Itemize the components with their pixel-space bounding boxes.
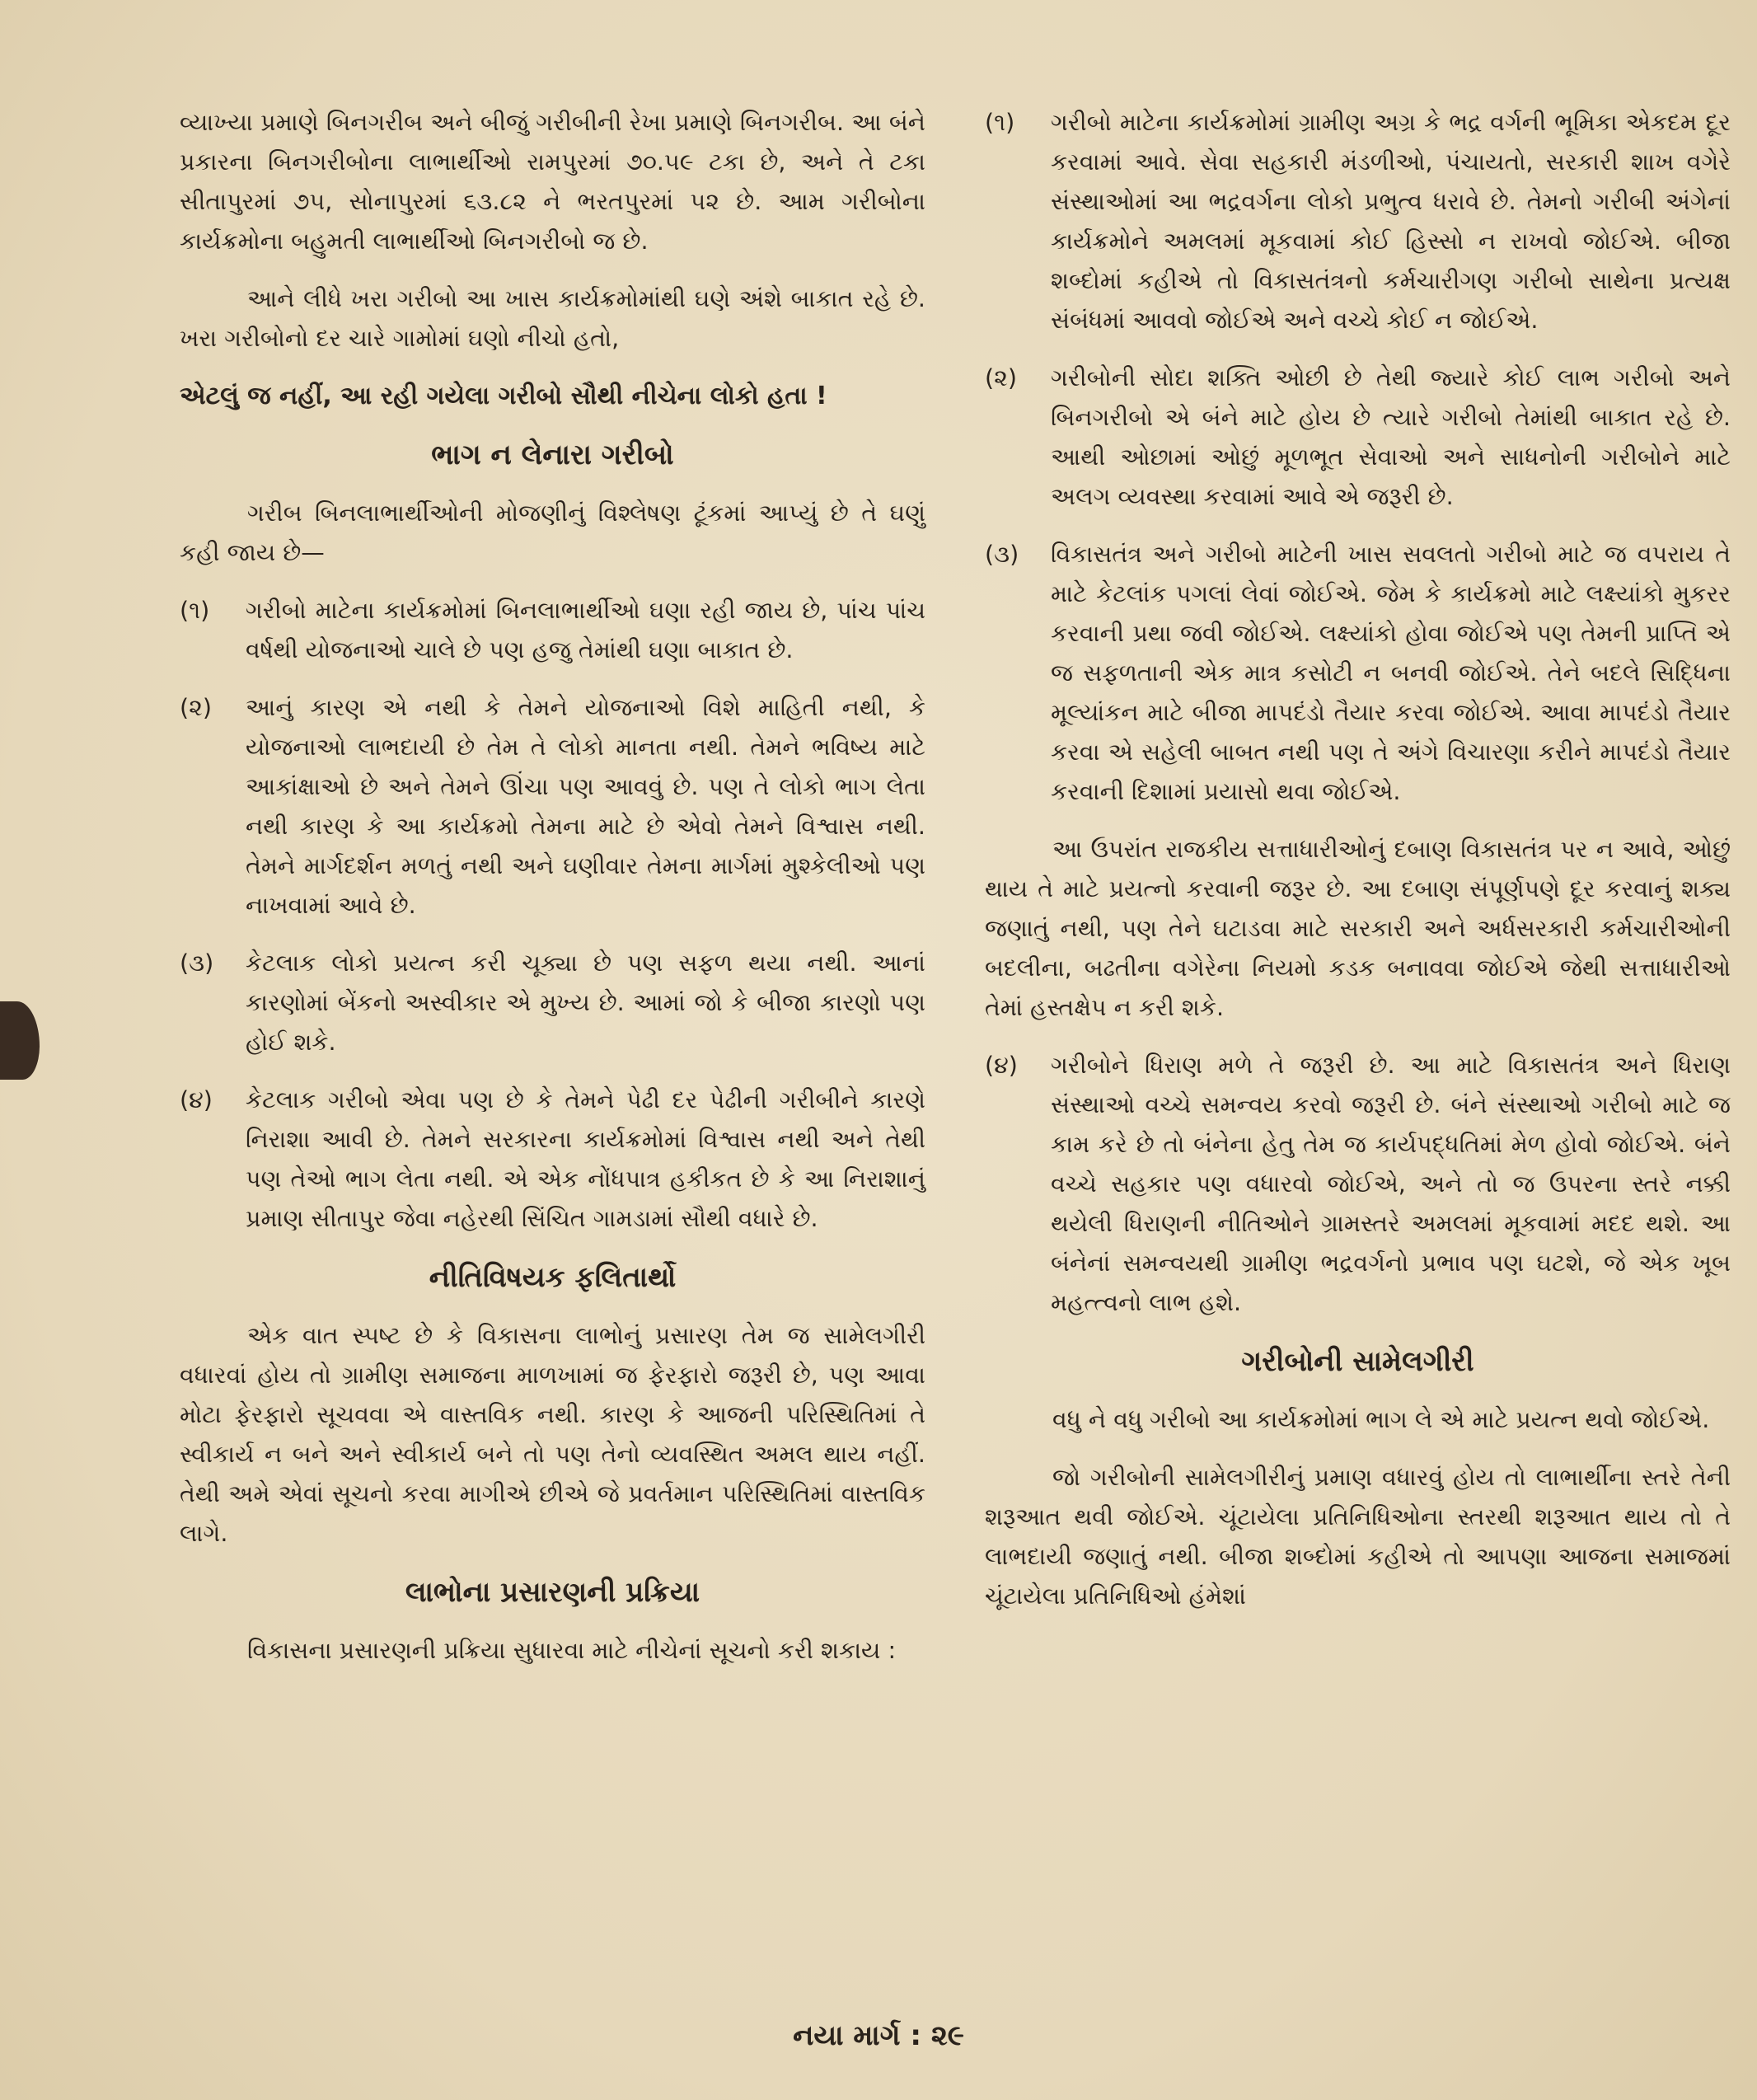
- item-text: ગરીબોની સોદા શક્તિ ઓછી છે તેથી જ્યારે કોઈ લાભ ગરીબો અને બિનગરીબો એ બંને માટે હોય છે ત્યારે ગરીબો તેમાંથી બાકાત રહે છે. આથી ઓછામાં ઓછું મૂળભૂત સેવાઓ અને સાધનોની ગરીબોને માટે અલગ વ્યવસ્થા કરવામાં આવે એ જરૂરી છે.: [1051, 364, 1731, 510]
- page-tear-mark: [0, 1001, 40, 1080]
- item-text: ગરીબોને ધિરાણ મળે તે જરૂરી છે. આ માટે વિકાસતંત્ર અને ધિરાણ સંસ્થાઓ વચ્ચે સમન્વય કરવો જરૂરી છે. બંને સંસ્થાઓ ગરીબો માટે જ કામ કરે છે તો બંનેના હેતુ તેમ જ કાર્યપદ્ધતિમાં મેળ હોવો જોઈએ. બંને વચ્ચે સહકાર પણ વધારવો જોઈએ, અને તો જ ઉપરના સ્તરે નક્કી થયેલી ધિરાણની નીતિઓને ગ્રામસ્તરે અમલમાં મૂકવામાં મદદ થશે. આ બંનેનાં સમન્વયથી ગ્રામીણ ભદ્રવર્ગનો પ્રભાવ પણ ઘટશે, જે એક ખૂબ મહત્ત્વનો લાભ હશે.: [1051, 1052, 1731, 1316]
- left-para-2: આને લીધે ખરા ગરીબો આ ખાસ કાર્યક્રમોમાંથી ઘણે અંશે બાકાત રહે છે. ખરા ગરીબોનો દર ચારે ગામોમાં ઘણો નીચો હતો,: [180, 285, 925, 352]
- item-text: ગરીબો માટેના કાર્યક્રમોમાં ગ્રામીણ અગ્ર કે ભદ્ર વર્ગની ભૂમિકા એકદમ દૂર કરવામાં આવે. સેવા સહકારી મંડળીઓ, પંચાયતો, સરકારી શાખ વગેરે સંસ્થાઓમાં આ ભદ્રવર્ગના લોકો પ્રભુત્વ ધરાવે છે. તેમનો ગરીબી અંગેનાં કાર્યક્રમોને અમલમાં મૂકવામાં કોઈ હિસ્સો ન રાખવો જોઈએ. બીજા શબ્દોમાં કહીએ તો વિકાસતંત્રનો કર્મચારીગણ ગરીબો સાથેના પ્રત્યક્ષ સંબંધમાં આવવો જોઈએ અને વચ્ચે કોઈ ન જોઈએ.: [1051, 109, 1731, 334]
- item-text: કેટલાક ગરીબો એવા પણ છે કે તેમને પેઢી દર પેઢીની ગરીબીને કારણે નિરાશા આવી છે. તેમને સરકારના કાર્યક્રમોમાં વિશ્વાસ નથી અને તેથી પણ તેઓ ભાગ લેતા નથી. એ એક નોંધપાત્ર હકીકત છે કે આ નિરાશાનું પ્રમાણ સીતાપુર જેવા નહેરથી સિંચિત ગામડામાં સૌથી વધારે છે.: [246, 1086, 925, 1232]
- item-number: (૪): [180, 1086, 213, 1113]
- item-number: (૨): [985, 364, 1017, 391]
- left-para-5: વિકાસના પ્રસારણની પ્રક્રિયા સુધારવા માટે નીચેનાં સૂચનો કરી શકાય :: [247, 1637, 897, 1664]
- left-para-3: ગરીબ બિનલાભાર્થીઓની મોજણીનું વિશ્લેષણ ટૂંકમાં આપ્યું છે તે ઘણું કહી જાય છે—: [180, 499, 925, 566]
- heading-benefit-distribution: લાભોના પ્રસારણની પ્રક્રિયા: [405, 1576, 700, 1609]
- item-text: ગરીબો માટેના કાર્યક્રમોમાં બિનલાભાર્થીઓ ઘણા રહી જાય છે, પાંચ પાંચ વર્ષથી યોજનાઓ ચાલે છે પણ હજુ તેમાંથી ઘણા બાકાત છે.: [246, 597, 925, 663]
- left-para-1: વ્યાખ્યા પ્રમાણે બિનગરીબ અને બીજું ગરીબીની રેખા પ્રમાણે બિનગરીબ. આ બંને પ્રકારના બિનગરીબોના લાભાર્થીઓ રામપુરમાં ૭૦.૫૯ ટકા છે, અને તે ટકા સીતાપુરમાં ૭૫, સોનાપુરમાં ૬૩.૮૨ ને ભરતપુરમાં ૫૨ છે. આમ ગરીબોના કાર્યક્રમોના બહુમતી લાભાર્થીઓ બિનગરીબો જ છે.: [180, 109, 925, 255]
- right-list-item: [985, 103, 1731, 340]
- item-number: (૧): [985, 109, 1015, 136]
- item-text: કેટલાક લોકો પ્રયત્ન કરી ચૂક્યા છે પણ સફળ થયા નથી. આનાં કારણોમાં બેંકનો અસ્વીકાર એ મુખ્ય છે. આમાં જો કે બીજા કારણો પણ હોઈ શકે.: [246, 949, 925, 1056]
- right-list-item: [985, 1046, 1731, 1323]
- page-footer: નયા માર્ગ : ૨૯: [793, 2019, 964, 2052]
- item-number: (૨): [180, 694, 212, 721]
- item-number: (૧): [180, 597, 210, 624]
- left-list-item: [180, 944, 925, 1062]
- left-list-item: [180, 688, 925, 926]
- item-text: વિકાસતંત્ર અને ગરીબો માટેની ખાસ સવલતો ગરીબો માટે જ વપરાય તે માટે કેટલાંક પગલાં લેવાં જોઈએ. જેમ કે કાર્યક્રમો માટે લક્ષ્યાંકો મુકરર કરવાની પ્રથા જવી જોઈએ. લક્ષ્યાંકો હોવા જોઈએ પણ તેમની પ્રાપ્તિ એ જ સફળતાની એક માત્ર કસોટી ન બનવી જોઈએ. તેને બદલે સિદ્ધિના મૂલ્યાંકન માટે બીજા માપદંડો તૈયાર કરવા જોઈએ. આવા માપદંડો તૈયાર કરવા એ સહેલી બાબત નથી પણ તે અંગે વિચારણા કરીને માપદંડો તૈયાર કરવાની દિશામાં પ્રયાસો થવા જોઈએ.: [1051, 541, 1731, 805]
- heading-non-participating-poor: ભાગ ન લેનારા ગરીબો: [431, 438, 674, 471]
- heading-participation-of-poor: ગરીબોની સામેલગીરી: [1241, 1345, 1474, 1378]
- right-para-mid: આ ઉપરાંત રાજકીય સત્તાધારીઓનું દબાણ વિકાસતંત્ર પર ન આવે, ઓછું થાય તે માટે પ્રયત્નો કરવાની જરૂર છે. આ દબાણ સંપૂર્ણપણે દૂર કરવાનું શક્ય જણાતું નથી, પણ તેને ઘટાડવા માટે સરકારી અને અર્ધસરકારી કર્મચારીઓની બદલીના, બઢતીના વગેરેના નિયમો કડક બનાવવા જોઈએ જેથી સત્તાધારીઓ તેમાં હસ્તક્ષેપ ન કરી શકે.: [985, 836, 1731, 1021]
- item-number: (૪): [985, 1052, 1018, 1079]
- item-number: (૩): [180, 949, 214, 977]
- heading-policy-implications: નીતિવિષયક ફલિતાર્થો: [429, 1261, 677, 1294]
- right-para-a: વધુ ને વધુ ગરીબો આ કાર્યક્રમોમાં ભાગ લે એ માટે પ્રયત્ન થવો જોઈએ.: [1052, 1406, 1710, 1433]
- left-column: [180, 103, 925, 1689]
- item-text: આનું કારણ એ નથી કે તેમને યોજનાઓ વિશે માહિતી નથી, કે યોજનાઓ લાભદાયી છે તેમ તે લોકો માનતા નથી. તેમને ભવિષ્ય માટે આકાંક્ષાઓ છે અને તેમને ઊંચા પણ આવવું છે. પણ તે લોકો ભાગ લેતા નથી કારણ કે આ કાર્યક્રમો તેમના માટે છે એવો તેમને વિશ્વાસ નથી. તેમને માર્ગદર્શન મળતું નથી અને ઘણીવાર તેમના માર્ગમાં મુશ્કેલીઓ પણ નાખવામાં આવે છે.: [246, 694, 925, 919]
- item-number: (૩): [985, 541, 1019, 568]
- left-list-item: [180, 591, 925, 670]
- right-para-b: જો ગરીબોની સામેલગીરીનું પ્રમાણ વધારવું હોય તો લાભાર્થીના સ્તરે તેની શરૂઆત થવી જોઈએ. ચૂંટાયેલા પ્રતિનિધિઓના સ્તરથી શરૂઆત થાય તો તે લાભદાયી જણાતું નથી. બીજા શબ્દોમાં કહીએ તો આપણા આજના સમાજમાં ચૂંટાયેલા પ્રતિનિધિઓ હંમેશાં: [985, 1464, 1731, 1610]
- left-list-item: [180, 1080, 925, 1239]
- left-para-2-bold: એટલું જ નહીં, આ રહી ગયેલા ગરીબો સૌથી નીચેના લોકો હતા !: [180, 382, 827, 410]
- left-para-4: એક વાત સ્પષ્ટ છે કે વિકાસના લાભોનું પ્રસારણ તેમ જ સામેલગીરી વધારવાં હોય તો ગ્રામીણ સમાજના માળખામાં જ ફેરફારો જરૂરી છે, પણ આવા મોટા ફેરફારો સૂચવવા એ વાસ્તવિક નથી. કારણ કે આજની પરિસ્થિતિમાં તે સ્વીકાર્ય ન બને અને સ્વીકાર્ય બને તો પણ તેનો વ્યવસ્થિત અમલ થાય નહીં. તેથી અમે એવાં સૂચનો કરવા માગીએ છીએ જે પ્રવર્તમાન પરિસ્થિતિમાં વાસ્તવિક લાગે.: [180, 1322, 925, 1547]
- right-column: [985, 103, 1731, 1634]
- right-list-item: [985, 535, 1731, 812]
- right-list-item: [985, 359, 1731, 517]
